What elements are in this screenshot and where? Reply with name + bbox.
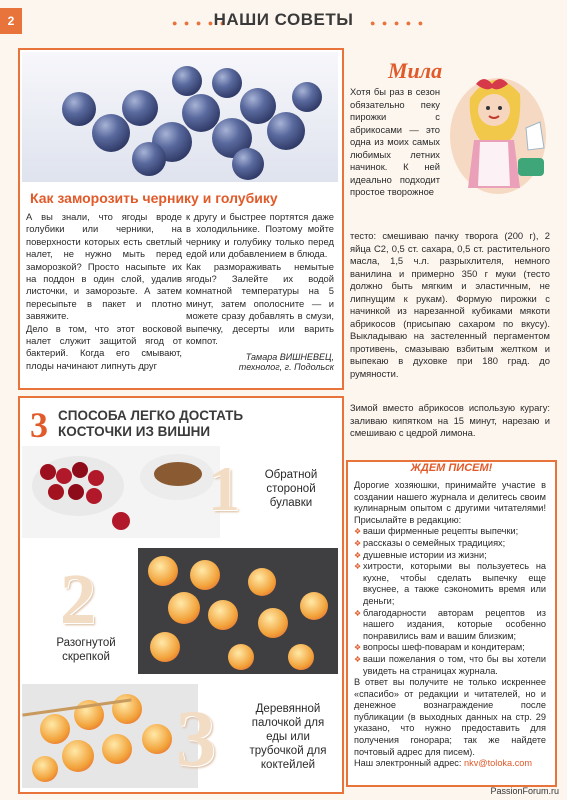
mila-text-recipe: тесто: смешиваю пачку творога (200 г), 2 яйца С2, 0,5 ст. сахара, 0,5 ст. растительного масла, 1,5 ч.л. разрыхлителя, немного ванилина и примерно 350 г муки (тесто должно быть мягким и эластичным, не липнущим к рукам). Формую пирожки с начинкой из нарезанной кубиками мякоти абрикосов (присыпаю сахаром по вкусу). Выкладываю на застеленный пергаментом противень, смазываю взбитым желтком и выпекаю в духовке при 180 град. до румяности. — [350, 230, 550, 379]
cherry-photo-2 — [138, 548, 338, 674]
list-item: ❖ душевные истории из жизни; — [354, 550, 546, 562]
cherry-title: СПОСОБА ЛЕГКО ДОСТАТЬ КОСТОЧКИ ИЗ ВИШНИ — [58, 408, 244, 439]
author-name: Тамара ВИШНЕВЕЦ, — [245, 352, 334, 362]
freeze-author — [186, 352, 334, 372]
email-label: Наш электронный адрес: — [354, 758, 464, 769]
mila-name: Мила — [388, 58, 443, 83]
header-dots-right: ● ● ● ● ● — [370, 18, 426, 28]
blueberries-photo — [22, 52, 338, 182]
letters-body — [354, 480, 546, 770]
freeze-paragraph: к другу и быстрее портятся даже в холодильнике. Поэтому мойте чернику и голубику только перед едой или добавлением в блюда. — [186, 211, 334, 260]
author-role: технолог, г. Подольск — [238, 362, 334, 372]
method-number: 3 — [176, 695, 216, 783]
freeze-paragraph: Дело в том, что этот восковой налет служит защитой ягод от бактерий. Когда его смывают, плоды начинают липнуть друг — [26, 322, 182, 371]
list-item: ❖ рассказы о семейных традициях; — [354, 538, 546, 550]
section-title: НАШИ СОВЕТЫ — [213, 10, 354, 29]
letters-list — [354, 526, 546, 677]
method-caption: Обратной стороной булавки — [264, 469, 318, 509]
email-link[interactable]: nkv@toloka.com — [464, 758, 533, 769]
page-header — [0, 0, 567, 44]
list-item: ❖ благодарности авторам рецептов из нашего издания, которые особенно понравились вам и вашим близким; — [354, 608, 546, 643]
page-number: 2 — [0, 8, 22, 34]
freeze-column-1 — [26, 211, 182, 372]
method-caption: Разогнутой скрепкой — [56, 637, 116, 663]
cherry-big-number: 3 — [30, 405, 48, 445]
mila-text-intro: Хотя бы раз в сезон обязательно пеку пирожки с абрикосами — это одна из моих самых любимых летних начинок. К ней идеально подходит простое творожное — [350, 86, 440, 197]
freeze-paragraph: Как размораживать немытые ягоды? Залейте их водой комнатной температуры на 5 минут, затем ополосните — и можете сразу добавлять в смузи, выпечку, десерты или варить компот. — [186, 260, 334, 347]
method-number: 2 — [60, 559, 96, 639]
cherry-photo-3 — [22, 684, 198, 788]
watermark: PassionForum.ru — [490, 786, 559, 796]
method-number: 1 — [208, 453, 240, 524]
freeze-column-2 — [186, 211, 334, 347]
letters-title: ЖДЕМ ПИСЕМ! — [410, 462, 493, 474]
header-dots-left: ● ● ● ● ● — [172, 18, 228, 28]
letters-email-line — [354, 758, 546, 770]
cherry-photo-1 — [22, 446, 220, 538]
list-item: ❖ вопросы шеф-поварам и кондитерам; — [354, 642, 546, 654]
letters-intro: Дорогие хозяюшки, принимайте участие в создании нашего журнала и делитесь своим кулинарным опытом с другими читателями! Присылайте в редакцию: — [354, 480, 546, 525]
freeze-paragraph: А вы знали, что ягоды вроде голубики или черники, на поверхности которых есть светлый налет, не нужно мыть перед заморозкой? Просто насыпьте их на поддон в один слой, удалив листочки, и заморозьте. А затем пересыпьте в пакет и плотно завяжите. — [26, 211, 182, 322]
method-caption: Деревянной палочкой для еды или трубочкой для коктейлей — [249, 703, 327, 771]
list-item: ❖ ваши пожелания о том, что бы вы хотели увидеть на страницах журнала. — [354, 654, 546, 677]
letters-outro: В ответ вы получите не только искреннее «спасибо» от редакции и читателей, но и денежное вознаграждение после публикации (в выходных данных на стр. 29 указано, что нужно предоставить для получения гонорара; так же найдете почтовый адрес для писем). — [354, 677, 546, 757]
freeze-title: Как заморозить чернику и голубику — [30, 190, 278, 206]
list-item: ❖ ваши фирменные рецепты выпечки; — [354, 526, 546, 538]
mila-text-winter: Зимой вместо абрикосов использую курагу: заливаю кипятком на 15 минут, нарезаю и смешиваю с цедрой лимона. — [350, 402, 550, 438]
mila-illustration — [440, 58, 548, 198]
list-item: ❖ хитрости, которыми вы пользуетесь на кухне, чтобы сделать выпечку еще вкуснее, а также сэкономить время или деньги; — [354, 561, 546, 607]
